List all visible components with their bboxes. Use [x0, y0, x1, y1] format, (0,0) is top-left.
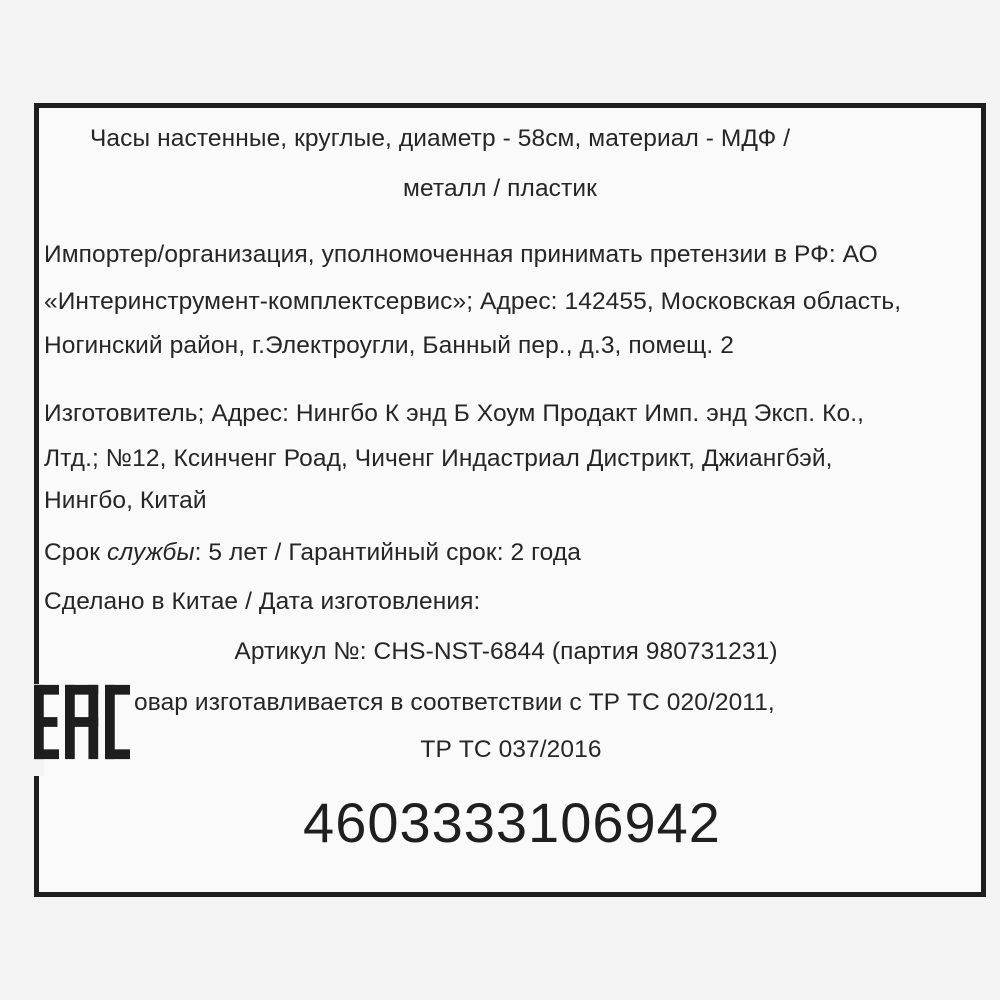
- barcode-number: 4603333106942: [303, 791, 721, 854]
- importer-line-3: Ногинский район, г.Электроугли, Банный пер., д.3, помещ. 2: [44, 332, 734, 359]
- origin-line: Сделано в Китае / Дата изготовления:: [44, 588, 481, 615]
- manufacturer-line-2: Лтд.; №12, Ксинченг Роад, Чиченг Индастриал Дистрикт, Джиангбэй,: [44, 445, 833, 472]
- service-life-label: Срок: [44, 539, 107, 566]
- manufacturer-line-1: Изготовитель; Адрес: Нингбо К энд Б Хоум Продакт Имп. энд Эксп. Ко.,: [44, 400, 865, 427]
- service-life-text: : 5 лет / Гарантийный срок: 2 года: [194, 539, 581, 566]
- importer-line-1: Импортер/организация, уполномоченная принимать претензии в РФ: АО: [44, 241, 878, 268]
- certification-line-1: овар изготавливается в соответствии с ТР ТС 020/2011,: [134, 689, 775, 716]
- product-title-line-2: металл / пластик: [403, 175, 597, 202]
- importer-line-2: «Интеринструмент-комплектсервис»; Адрес: 142455, Московская область,: [44, 288, 902, 315]
- manufacturer-line-3: Нингбо, Китай: [44, 487, 207, 514]
- service-life-label-italic: службы: [106, 539, 195, 566]
- article-number-line: Артикул №: CHS-NST-6844 (партия 980731231): [234, 638, 778, 665]
- product-title-line-1: Часы настенные, круглые, диаметр - 58см, материал - МДФ /: [90, 125, 791, 152]
- service-life-line: [44, 538, 581, 568]
- certification-line-2: ТР ТС 037/2016: [420, 736, 602, 763]
